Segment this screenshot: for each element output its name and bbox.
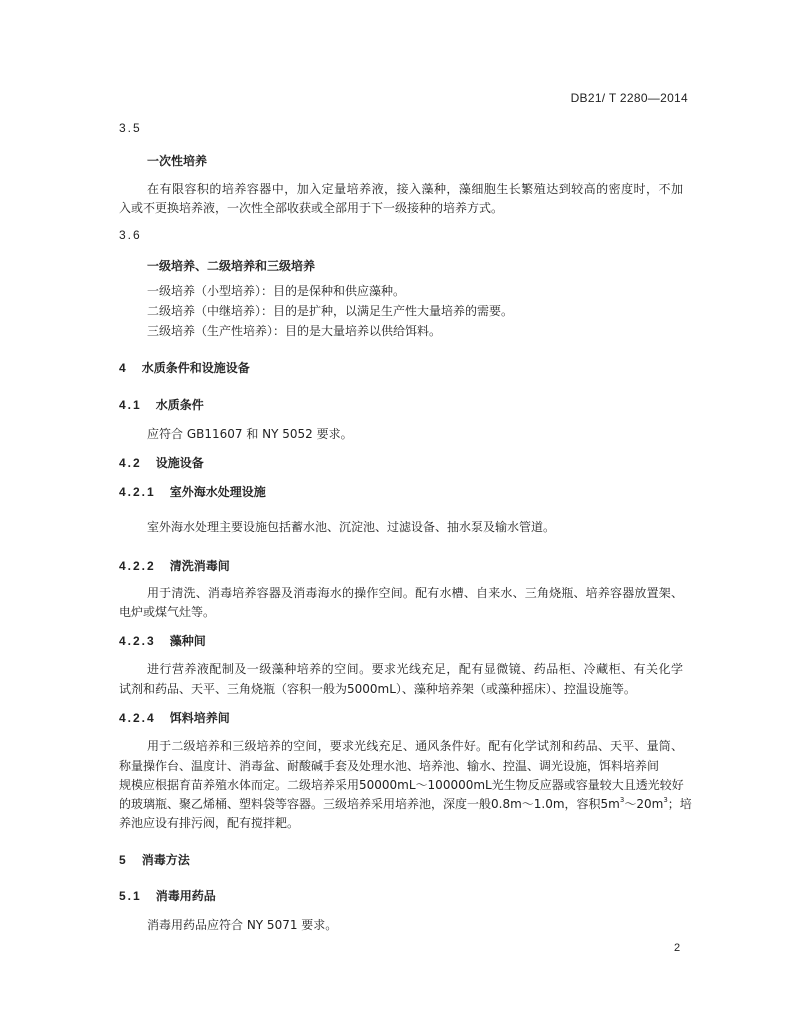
definition-line: 三级培养（生产性培养）：目的是大量培养以供给饵料。 (147, 324, 442, 338)
paragraph-line: 用于二级培养和三级培养的空间，要求光线充足、通风条件好。配有化学试剂和药品、天平、量筒、 (147, 739, 683, 753)
page-number: 2 (674, 942, 681, 954)
subsection-heading: 4.2 设施设备 (119, 456, 204, 470)
subsection-heading: 4.2.3 藻种间 (119, 634, 206, 648)
subsection-heading: 4.1 水质条件 (119, 398, 204, 412)
paragraph-line: 养池应设有排污阀，配有搅拌耙。 (119, 816, 300, 830)
paragraph-line: 称量操作台、温度计、消毒盆、耐酸碱手套及处理水池、培养池、输水、控温、调光设施，饵料培养间 (119, 759, 660, 773)
definition-line: 在有限容积的培养容器中，加入定量培养液，接入藻种，藻细胞生长繁殖达到较高的密度时，不加 (147, 182, 683, 196)
paragraph-line: 进行营养液配制及一级藻种培养的空间。要求光线充足，配有显微镜、药品柜、冷藏柜、有关化学 (147, 662, 683, 676)
paragraph-line: 规模应根据育苗养殖水体而定。二级培养采用50000mL～100000mL光生物反应器或容量较大且透光较好 (119, 778, 684, 792)
subsection-heading: 4.2.4 饵料培养间 (119, 711, 230, 725)
paragraph: 室外海水处理主要设施包括蓄水池、沉淀池、过滤设备、抽水泵及输水管道。 (147, 520, 556, 534)
paragraph-line: 用于清洗、消毒培养容器及消毒海水的操作空间。配有水槽、自来水、三角烧瓶、培养容器放置架、 (147, 586, 683, 600)
clause-number: 3.6 (119, 228, 142, 242)
paragraph-line: 的玻璃瓶、聚乙烯桶、塑料袋等容器。三级培养采用培养池，深度一般0.8m～1.0m，容积$5m^3\sim 20m^3$；培 (119, 796, 692, 811)
subsection-heading: 5.1 消毒用药品 (119, 889, 216, 903)
paragraph: 消毒用药品应符合 NY 5071 要求。 (147, 918, 338, 932)
clause-number: 3.5 (119, 121, 142, 135)
subsection-heading: 4.2.1 室外海水处理设施 (119, 485, 266, 499)
term-heading: 一次性培养 (147, 154, 208, 168)
document-code: DB21/ T 2280—2014 (570, 91, 688, 105)
definition-line: 一级培养（小型培养）：目的是保种和供应藻种。 (147, 284, 406, 298)
term-heading: 一级培养、二级培养和三级培养 (147, 259, 316, 273)
paragraph-line: 电炉或煤气灶等。 (119, 605, 216, 619)
subsection-heading: 4.2.2 清洗消毒间 (119, 559, 230, 573)
definition-line: 入或不更换培养液，一次性全部收获或全部用于下一级接种的培养方式。 (119, 201, 504, 215)
definition-line: 二级培养（中继培养）：目的是扩种，以满足生产性大量培养的需要。 (147, 304, 514, 318)
section-heading: 4 水质条件和设施设备 (119, 361, 250, 375)
paragraph-line: 试剂和药品、天平、三角烧瓶（容积一般为5000mL）、藻种培养架（或藻种摇床）、控温设施等。 (119, 682, 636, 696)
paragraph: 应符合 GB11607 和 NY 5052 要求。 (147, 427, 353, 441)
section-heading: 5 消毒方法 (119, 853, 190, 867)
